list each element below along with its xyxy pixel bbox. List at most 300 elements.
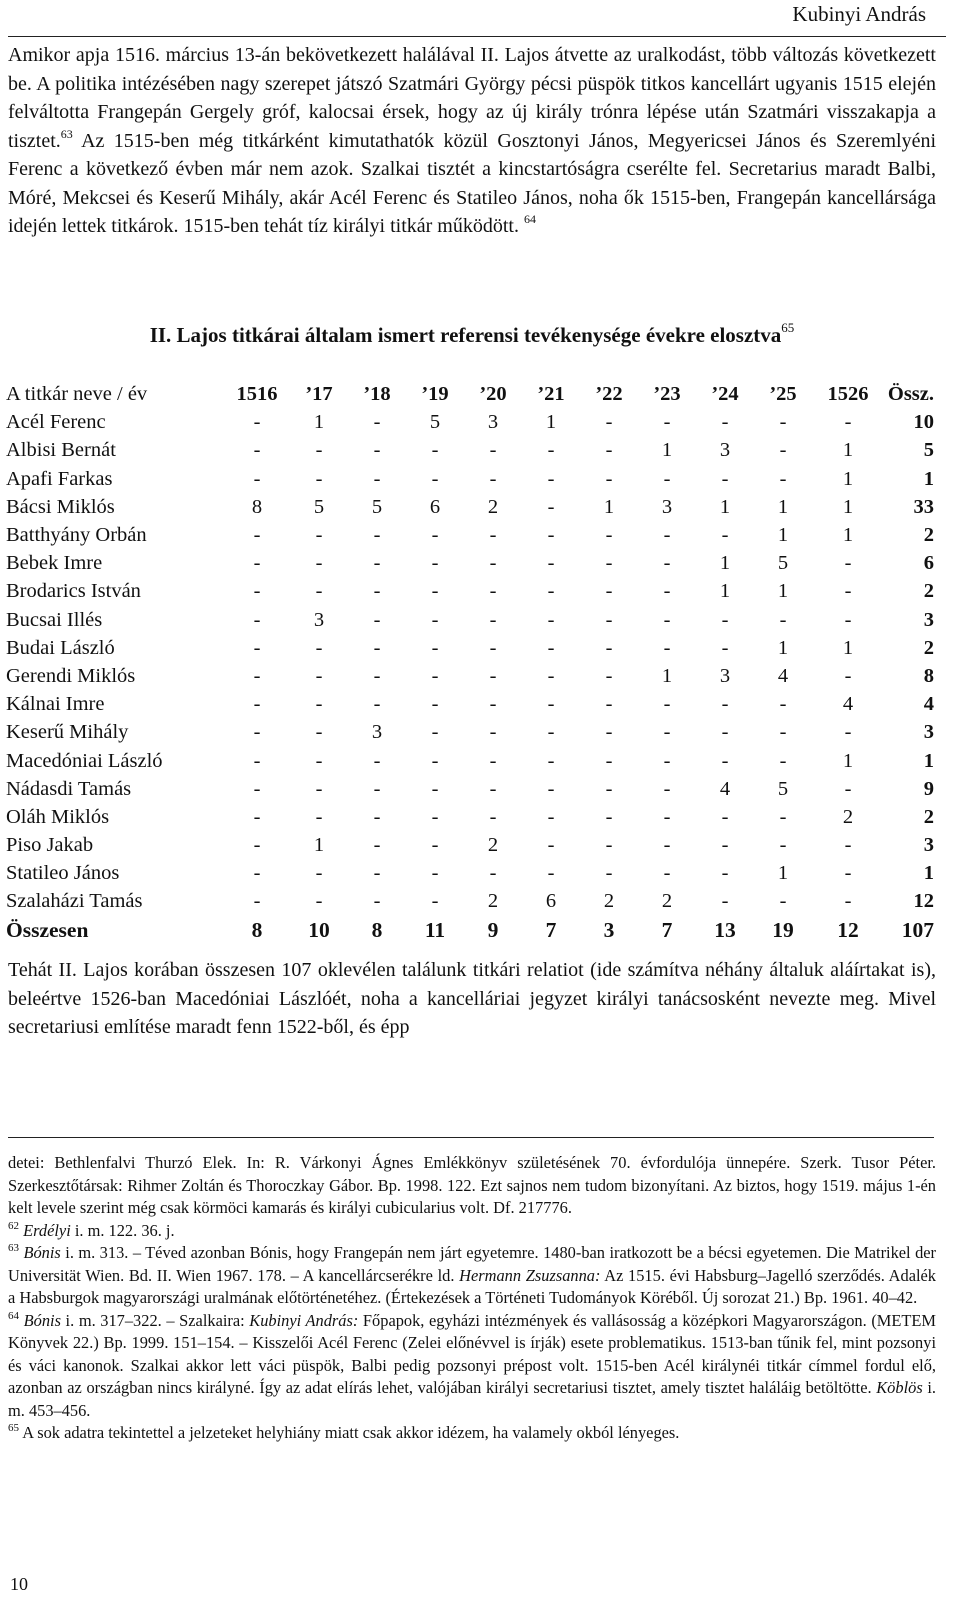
table-row [6,662,942,690]
table-header-row [6,380,942,408]
secretary-name: Batthyány Orbán [6,524,147,547]
year-count-cell: 1 [661,664,673,687]
year-count-cell: - [605,636,613,659]
year-count-cell: 4 [719,777,731,800]
secretary-name: Gerendi Miklós [6,664,136,687]
year-count-cell: 1 [777,524,789,547]
year-count-cell: - [373,693,381,716]
year-count-cell: - [721,834,729,857]
year-count-cell: - [779,467,787,490]
year-count-cell: - [605,664,613,687]
secretary-name: Bebek Imre [6,552,103,575]
year-count-cell: 5 [429,411,441,434]
table-row [6,746,942,774]
year-count-cell: - [663,749,671,772]
year-count-cell: - [431,693,439,716]
year-count-cell: - [315,524,323,547]
year-count-cell: - [373,636,381,659]
header-year: ’23 [653,383,681,406]
paragraph-text: Amikor apja 1516. március 13-án bekövetkezett halálával II. Lajos átvette az uralkodást, több változás következett be. A politika intézésében nagy szerepet játszó Szatmári György pécsi püspök titkos kancellárt ugyanis 1515 elején felváltotta Frangepán Gergely gróf, kalocsai érsek, hogy az új király trónra lépése után Szatmári visszakapja a tisztet. [8,44,936,152]
year-count-cell: 10 [308,917,330,942]
year-count-cell: - [605,777,613,800]
year-count-cell: - [721,805,729,828]
header-total: Össz. [887,383,934,406]
year-count-cell: 1 [777,636,789,659]
year-count-cell: - [431,721,439,744]
year-count-cell: - [844,411,852,434]
year-count-cell: - [663,834,671,857]
year-count-cell: - [373,439,381,462]
year-count-cell: - [489,693,497,716]
year-count-cell: 3 [313,608,325,631]
year-count-cell: 1 [842,636,854,659]
year-count-cell: - [315,580,323,603]
total-cell: 3 [923,721,934,744]
year-count-cell: - [489,805,497,828]
year-count-cell: - [373,580,381,603]
year-count-cell: 8 [371,917,383,942]
year-count-cell: - [315,664,323,687]
year-count-cell: 1 [661,439,673,462]
footnote-64 [8,1310,936,1423]
year-count-cell: - [663,636,671,659]
year-count-cell: 1 [603,495,615,518]
year-count-cell: - [431,608,439,631]
footnote-ref-65[interactable]: 65 [781,320,795,335]
table-row [6,577,942,605]
year-count-cell: 2 [842,805,854,828]
year-count-cell: 2 [487,495,499,518]
total-cell: 4 [923,693,934,716]
table-row [6,465,942,493]
year-count-cell: - [844,862,852,885]
year-count-cell: - [431,805,439,828]
year-count-cell: - [663,608,671,631]
year-count-cell: - [431,749,439,772]
year-count-cell: - [547,805,555,828]
year-count-cell: - [489,664,497,687]
table-row [6,436,942,464]
year-count-cell: - [605,862,613,885]
footnote-text: A sok adatra tekintettel a jelzeteket helyhiány miatt csak akkor idézem, ha valamely okból lényeges. [19,1423,680,1442]
year-count-cell: - [253,805,261,828]
year-count-cell: - [315,552,323,575]
header-year: ’20 [479,383,507,406]
year-count-cell: - [721,721,729,744]
year-count-cell: 1 [842,467,854,490]
year-count-cell: 7 [545,917,557,942]
header-year: ’17 [305,383,333,406]
year-count-cell: - [779,693,787,716]
year-count-cell: - [663,805,671,828]
header-year: 1526 [827,383,869,406]
year-count-cell: - [605,552,613,575]
footnote-text: i. m. 317–322. – Szalkaira: [60,1310,250,1330]
year-count-cell: - [373,834,381,857]
year-count-cell: - [253,411,261,434]
year-count-cell: - [431,439,439,462]
year-count-cell: - [721,524,729,547]
year-count-cell: - [253,608,261,631]
year-count-cell: - [663,467,671,490]
footnote-rule [8,1137,934,1138]
footnote-number: 63 [8,1242,19,1254]
year-count-cell: - [844,890,852,913]
table-row [6,831,942,859]
year-count-cell: - [253,524,261,547]
year-count-cell: 8 [251,917,263,942]
year-count-cell: 1 [545,411,557,434]
year-count-cell: - [253,777,261,800]
year-count-cell: - [315,721,323,744]
year-count-cell: - [779,608,787,631]
year-count-cell: 2 [661,890,673,913]
secretary-name: Bácsi Miklós [6,495,115,518]
secretary-name: Piso Jakab [6,834,94,857]
total-cell: 2 [923,524,934,547]
year-count-cell: 8 [251,495,263,518]
year-count-cell: - [253,834,261,857]
year-count-cell: - [489,439,497,462]
year-count-cell: - [253,862,261,885]
year-count-cell: - [779,890,787,913]
secretary-name: Apafi Farkas [6,467,113,490]
year-count-cell: - [547,777,555,800]
year-count-cell: - [721,636,729,659]
total-cell: 1 [923,467,934,490]
year-count-cell: - [315,693,323,716]
running-head: Kubinyi András [792,2,926,26]
year-count-cell: - [431,862,439,885]
year-count-cell: - [315,467,323,490]
year-count-cell: 5 [777,552,789,575]
table-row [6,718,942,746]
year-count-cell: - [489,749,497,772]
year-count-cell: - [373,862,381,885]
secretary-name: Összesen [6,917,89,942]
year-count-cell: - [844,664,852,687]
year-count-cell: - [373,552,381,575]
header-year: 1516 [236,383,278,406]
year-count-cell: - [315,890,323,913]
year-count-cell: - [373,890,381,913]
year-count-cell: - [779,749,787,772]
year-count-cell: - [253,636,261,659]
total-cell: 1 [923,749,934,772]
year-count-cell: - [844,777,852,800]
secretaries-table [6,380,942,944]
footnote-italic: Bónis [23,1310,61,1330]
year-count-cell: - [547,721,555,744]
year-count-cell: - [431,467,439,490]
header-rule [8,36,946,37]
year-count-cell: 1 [719,580,731,603]
year-count-cell: - [315,749,323,772]
year-count-cell: - [605,721,613,744]
footnote-continuation: detei: Bethlenfalvi Thurzó Elek. In: R. Várkonyi Ágnes Emlékkönyv születésének 70. évfordulója ünnepére. Szerk. Tusor Péter. Szerkesztőtársak: Rihmer Zoltán és Thoroczkay Gábor. Bp. 1998. 122. Ezt sajnos nem tudom bizonyítani. Az biztos, hogy 1519. május 1-én kelt levele szerint még csak körmöci kamarás és királyi cubicularius volt. Df. 217776. [8,1153,936,1217]
table-row [6,493,942,521]
year-count-cell: 3 [603,917,615,942]
year-count-cell: - [373,608,381,631]
year-count-cell: 3 [719,664,731,687]
footnote-text: Főpapok, egyházi intézmények és vallásosság a középkori Magyarországon. (METEM Könyvek 22.) Bp. 1999. 151–154. – Kisszelői Acél Ferenc (Zelei előnévvel is írják) esete problematikus. 1513-ban tűnik fel, mint pozsonyi és váci kanonok. Szalkai akkor lett váci püspök, Balbi pedig pozsonyi prépost volt. 1515-ben Acél királynéi titkár címmel fordul elő, azonban az országban nincs királyné. Így az adat elírás lehet, valójában királyi secretariusi tisztet, amely tisztet haláláig betöltötte. [8,1310,936,1397]
year-count-cell: - [779,411,787,434]
year-count-cell: - [373,749,381,772]
year-count-cell: - [489,862,497,885]
footnote-text: i. m. 122. 36. j. [70,1220,175,1240]
year-count-cell: - [779,439,787,462]
table-row [6,775,942,803]
secretary-name: Macedóniai László [6,749,163,772]
year-count-cell: - [253,439,261,462]
year-count-cell: - [605,834,613,857]
footnote-ref-64[interactable]: 64 [523,212,536,226]
secretary-name: Oláh Miklós [6,805,110,828]
footnote-text: i. m. 453–456. [8,1378,937,1420]
year-count-cell: - [779,805,787,828]
year-count-cell: - [547,608,555,631]
total-cell: 2 [923,580,934,603]
footnote-63 [8,1242,936,1310]
year-count-cell: - [605,805,613,828]
year-count-cell: - [844,608,852,631]
year-count-cell: 2 [603,890,615,913]
year-count-cell: - [253,890,261,913]
year-count-cell: - [721,608,729,631]
year-count-cell: - [721,693,729,716]
year-count-cell: - [431,524,439,547]
year-count-cell: - [373,805,381,828]
year-count-cell: - [547,862,555,885]
total-cell: 2 [923,636,934,659]
year-count-cell: - [844,721,852,744]
footnote-number: 65 [8,1422,19,1434]
year-count-cell: 1 [777,862,789,885]
total-cell: 5 [923,439,934,462]
secretary-name: Keserű Mihály [6,721,129,744]
header-year: ’25 [769,383,797,406]
secretary-name: Brodarics István [6,580,141,603]
year-count-cell: - [489,636,497,659]
year-count-cell: - [605,439,613,462]
year-count-cell: - [547,664,555,687]
year-count-cell: - [315,439,323,462]
year-count-cell: 11 [424,917,446,942]
body-paragraph-2: Tehát II. Lajos korában összesen 107 oklevélen találunk titkári relatiot (ide számítva néhány általuk aláírtakat is), beleértve 1526-ban Macedóniai Lászlóét, noha a kancelláriai jegyzet királyi tanácsosként nevezte meg. Mivel secretariusi említése maradt fenn 1522-ből, és épp [8,959,936,1038]
year-count-cell: - [373,664,381,687]
year-count-cell: - [547,439,555,462]
year-count-cell: 19 [772,917,794,942]
year-count-cell: - [779,721,787,744]
year-count-cell: 4 [777,664,789,687]
total-cell: 8 [923,664,934,687]
table-row [6,690,942,718]
total-cell: 3 [923,834,934,857]
year-count-cell: - [315,862,323,885]
year-count-cell: - [489,777,497,800]
year-count-cell: 1 [842,524,854,547]
secretary-name: Budai László [6,636,115,659]
year-count-cell: 4 [842,693,854,716]
total-cell: 10 [913,411,934,434]
year-count-cell: - [721,749,729,772]
year-count-cell: - [253,467,261,490]
year-count-cell: - [373,467,381,490]
total-cell: 9 [923,777,934,800]
year-count-cell: - [547,524,555,547]
header-year: ’21 [537,383,565,406]
secretary-name: Szalaházi Tamás [6,890,143,913]
table-row [6,634,942,662]
year-count-cell: - [605,608,613,631]
total-cell: 33 [913,495,934,518]
table-sum-row [6,916,942,944]
year-count-cell: - [663,580,671,603]
year-count-cell: - [253,664,261,687]
table-row [6,549,942,577]
table-title-text: II. Lajos titkárai általam ismert referensi tevékenysége évekre elosztva [149,323,782,347]
year-count-cell: 5 [371,495,383,518]
year-count-cell: - [605,411,613,434]
year-count-cell: - [547,693,555,716]
year-count-cell: - [844,834,852,857]
footnote-text: Az 1515. évi Habsburg–Jagelló szerződés. Adalék a Habsburgok magyarországi uralmának előtörténetéhez. (Értekezések a Történeti Tudományok Köréből. Új sorozat 21.) Bp. 1961. 40–42. [8,1265,937,1307]
year-count-cell: - [489,721,497,744]
year-count-cell: - [605,693,613,716]
total-cell: 3 [923,608,934,631]
year-count-cell: 1 [777,495,789,518]
year-count-cell: - [373,777,381,800]
year-count-cell: 1 [777,580,789,603]
year-count-cell: - [253,749,261,772]
year-count-cell: - [605,524,613,547]
year-count-cell: 2 [487,890,499,913]
year-count-cell: 5 [313,495,325,518]
year-count-cell: - [721,862,729,885]
year-count-cell: - [431,552,439,575]
year-count-cell: 6 [429,495,441,518]
footnote-62 [8,1220,936,1243]
paragraph-text: Az 1515-ben még titkárként kimutathatók közül Gosztonyi János, Megyericsei János és Szeremlyéni Ferenc a következő évben már nem azok. Szalkai tisztét a kincstartóságra cserélte fel. Secretarius maradt Balbi, Móré, Mekcsei és Keserű Mihály, akár Acél Ferenc és Statileo János, noha ők 1515-ben, Frangepán kancellársága idején lettek titkárok. 1515-ben tehát tíz királyi titkár működött. [8,129,936,237]
footnote-number: 62 [8,1219,19,1232]
year-count-cell: - [373,411,381,434]
secretary-name: Statileo János [6,862,120,885]
year-count-cell: - [547,495,555,518]
year-count-cell: - [489,467,497,490]
year-count-cell: - [844,552,852,575]
year-count-cell: - [779,834,787,857]
year-count-cell: 6 [545,890,557,913]
year-count-cell: 1 [719,495,731,518]
footnote-number: 64 [8,1309,19,1322]
year-count-cell: - [489,552,497,575]
year-count-cell: - [663,411,671,434]
year-count-cell: 1 [313,411,325,434]
year-count-cell: - [489,524,497,547]
year-count-cell: - [663,777,671,800]
header-year: ’24 [711,383,739,406]
year-count-cell: - [721,467,729,490]
year-count-cell: 12 [837,917,859,942]
table-row [6,887,942,915]
footnote-65 [8,1422,936,1445]
footnote-ref-63[interactable]: 63 [60,126,73,141]
secretary-name: Albisi Bernát [6,439,116,462]
year-count-cell: - [663,721,671,744]
year-count-cell: 13 [714,917,736,942]
year-count-cell: - [663,862,671,885]
year-count-cell: - [315,636,323,659]
header-year: ’19 [421,383,449,406]
year-count-cell: - [373,524,381,547]
table-row [6,606,942,634]
year-count-cell: - [844,580,852,603]
year-count-cell: - [547,834,555,857]
year-count-cell: 3 [661,495,673,518]
header-name: A titkár neve / év [6,383,148,406]
table-title [8,320,936,348]
year-count-cell: - [605,749,613,772]
year-count-cell: - [721,890,729,913]
year-count-cell: - [547,636,555,659]
total-cell: 1 [923,862,934,885]
year-count-cell: 3 [719,439,731,462]
year-count-cell: 9 [487,917,499,942]
year-count-cell: - [547,749,555,772]
year-count-cell: 3 [487,411,499,434]
year-count-cell: 3 [371,721,383,744]
total-cell: 6 [923,552,934,575]
year-count-cell: 1 [842,439,854,462]
year-count-cell: - [663,524,671,547]
year-count-cell: 2 [487,834,499,857]
year-count-cell: 1 [313,834,325,857]
footnote-italic: Hermann Zsuzsanna: [459,1265,601,1285]
footnote-italic: Kubinyi András: [249,1310,359,1330]
year-count-cell: - [547,580,555,603]
total-cell: 2 [923,805,934,828]
year-count-cell: - [253,580,261,603]
year-count-cell: - [253,721,261,744]
year-count-cell: - [605,467,613,490]
year-count-cell: - [431,580,439,603]
body-paragraph-1 [8,41,936,241]
year-count-cell: - [431,664,439,687]
secretary-name: Bucsai Illés [6,608,103,631]
year-count-cell: - [431,890,439,913]
total-cell: 12 [913,890,934,913]
total-cell: 107 [901,917,934,942]
footnotes [8,1152,936,1445]
year-count-cell: - [721,411,729,434]
year-count-cell: - [663,552,671,575]
year-count-cell: - [547,552,555,575]
secretary-name: Acél Ferenc [6,411,106,434]
table-row [6,859,942,887]
page-number: 10 [10,1574,28,1594]
year-count-cell: - [315,805,323,828]
footnote-italic: Köblös [876,1378,923,1397]
year-count-cell: - [431,777,439,800]
year-count-cell: 5 [777,777,789,800]
year-count-cell: - [431,834,439,857]
year-count-cell: - [489,580,497,603]
year-count-cell: 7 [661,917,673,942]
year-count-cell: - [605,580,613,603]
footnote-text: i. m. 313. – Téved azonban Bónis, hogy Frangepán nem járt egyetemre. 1480-ban iratkozott be a bécsi egyetemen. Die Matrikel der Universität Wien. Bd. II. Wien 1967. 178. – A kancellárcserékre ld. [8,1243,937,1285]
table-row [6,803,942,831]
year-count-cell: 1 [842,495,854,518]
